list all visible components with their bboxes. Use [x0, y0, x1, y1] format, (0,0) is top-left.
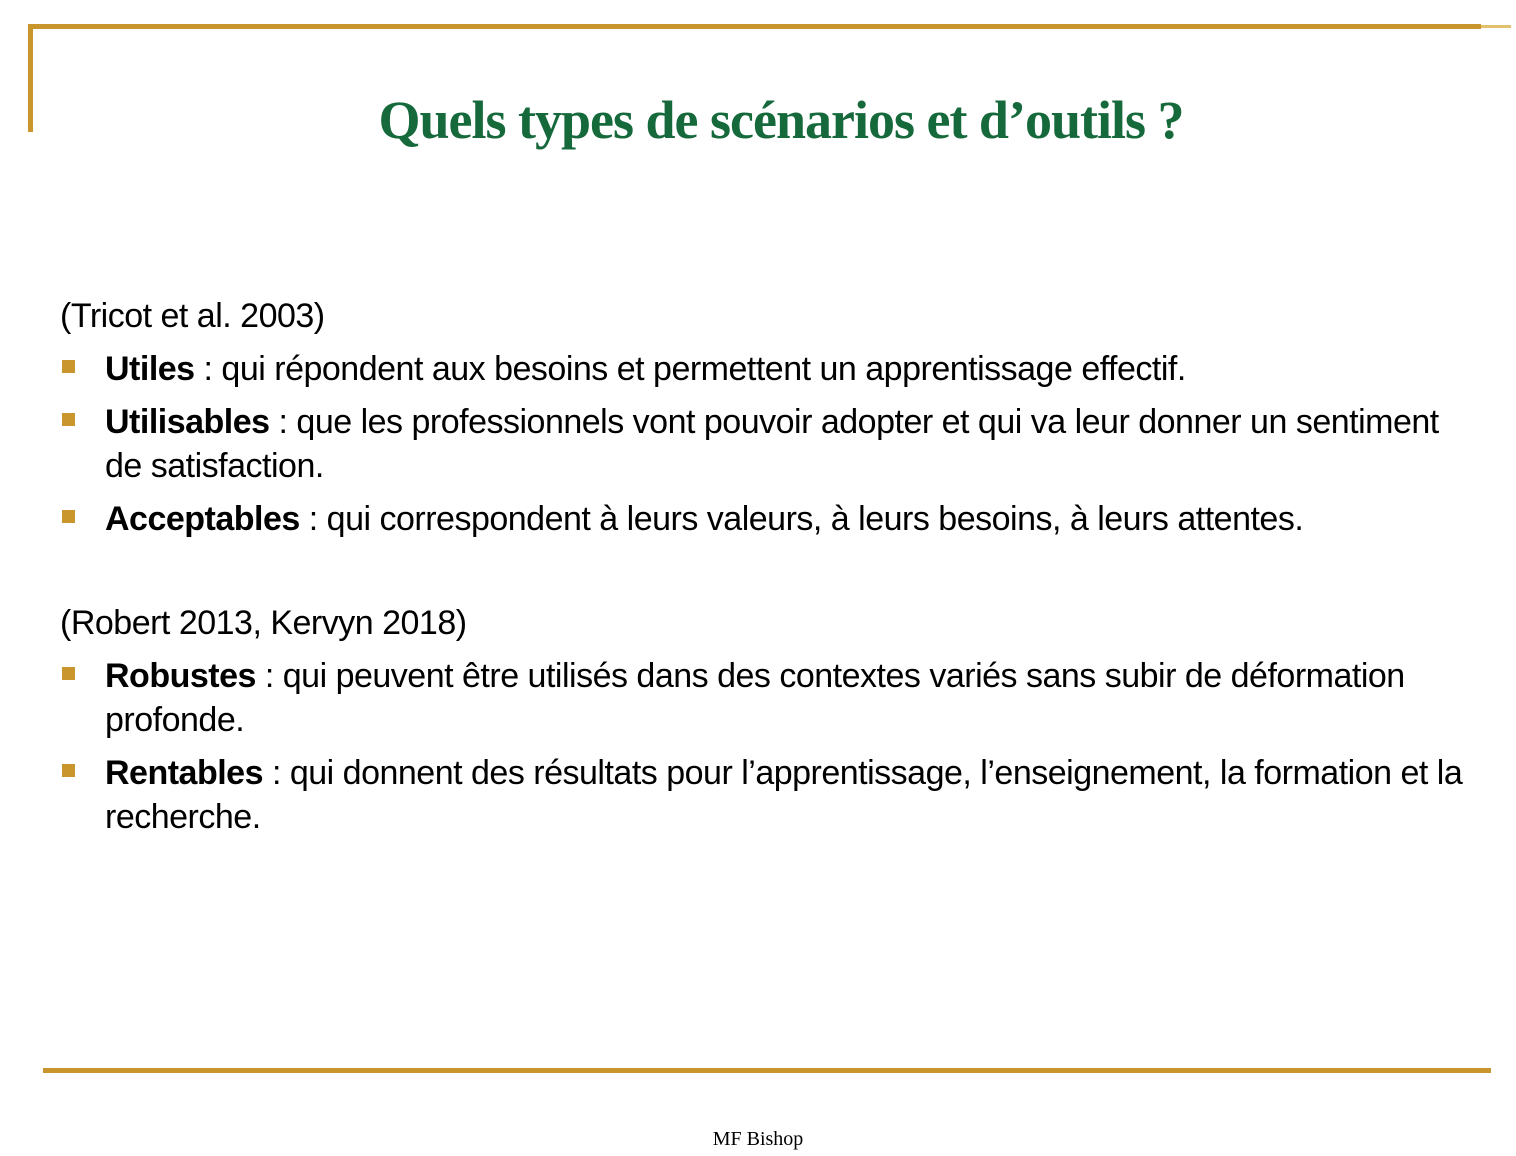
top-rule-tail-line	[1481, 25, 1511, 28]
bullet-square-icon	[62, 413, 75, 426]
bullet-desc: : qui peuvent être utilisés dans des contextes variés sans subir de déformation profonde.	[105, 657, 1405, 739]
left-rule-line	[28, 24, 33, 132]
bullet-item-acceptables	[60, 497, 1465, 541]
slide-body	[60, 294, 1465, 839]
bullet-item-robustes	[60, 654, 1465, 742]
bullet-term: Robustes	[105, 657, 256, 695]
bullet-item-rentables	[60, 751, 1465, 839]
bullet-text	[105, 403, 1439, 485]
section-heading: (Robert 2013, Kervyn 2018)	[60, 604, 467, 642]
slide-title: Quels types de scénarios et d’outils ?	[378, 90, 1184, 150]
bullet-desc: : qui répondent aux besoins et permettent un apprentissage effectif.	[194, 350, 1186, 388]
section-tricot	[60, 294, 1465, 541]
section-heading: (Tricot et al. 2003)	[60, 297, 325, 335]
bullet-term: Acceptables	[105, 500, 300, 538]
bottom-rule-line	[43, 1068, 1491, 1073]
bullet-item-utilisables	[60, 400, 1465, 488]
bullet-text	[105, 350, 1186, 388]
bullet-text	[105, 500, 1303, 538]
bullet-desc: : qui donnent des résultats pour l’apprentissage, l’enseignement, la formation et la recherche.	[105, 754, 1463, 836]
bullet-term: Utiles	[105, 350, 195, 388]
section-robert-kervyn	[60, 601, 1465, 839]
bullet-square-icon	[62, 510, 75, 523]
bullet-square-icon	[62, 360, 75, 373]
bullet-square-icon	[62, 764, 75, 777]
bullet-text	[105, 754, 1462, 836]
bullet-text	[105, 657, 1405, 739]
bullet-term: Rentables	[105, 754, 263, 792]
bullet-square-icon	[62, 667, 75, 680]
bullet-term: Utilisables	[105, 403, 270, 441]
bullet-desc: : qui correspondent à leurs valeurs, à leurs besoins, à leurs attentes.	[299, 500, 1304, 538]
top-rule-line	[28, 24, 1481, 29]
bullet-desc: : que les professionnels vont pouvoir adopter et qui va leur donner un sentiment de satisfaction.	[105, 403, 1439, 485]
footer-author: MF Bishop	[712, 1128, 804, 1150]
bullet-item-utiles	[60, 347, 1465, 391]
